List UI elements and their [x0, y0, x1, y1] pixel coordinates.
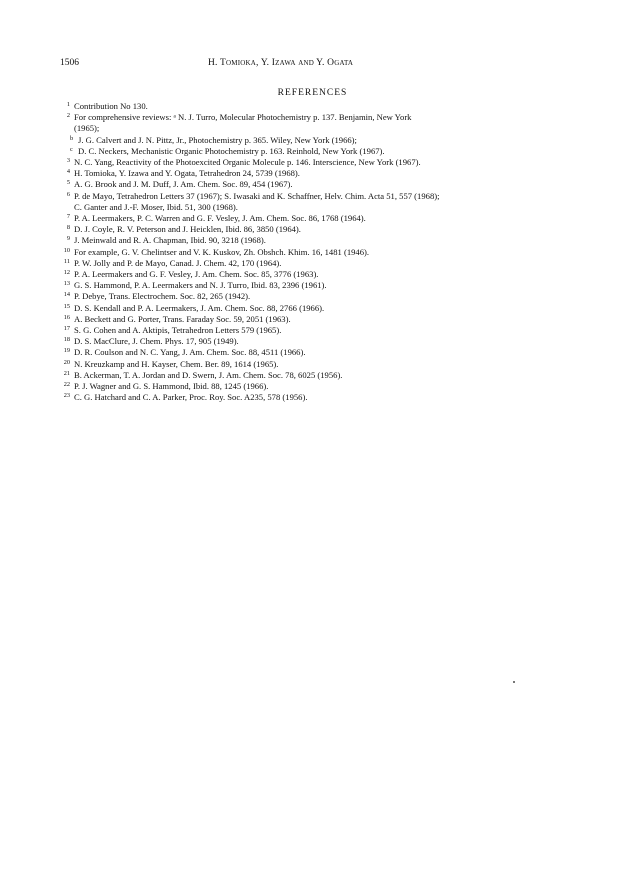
reference-item: [60, 336, 560, 347]
reference-number: 16: [63, 313, 70, 321]
reference-number: 18: [63, 336, 70, 344]
reference-text: D. S. Kendall and P. A. Leermakers, J. Am. Chem. Soc. 88, 2766 (1966).: [74, 302, 325, 313]
reference-text: For example, G. V. Chelintser and V. K. Kuskov, Zh. Obshch. Khim. 16, 1481 (1946).: [74, 246, 370, 257]
reference-number: 22: [63, 381, 70, 389]
reference-item: [60, 314, 560, 325]
reference-list: [60, 101, 560, 403]
reference-item: [60, 347, 560, 358]
reference-number: 5: [66, 179, 70, 187]
reference-text: B. Ackerman, T. A. Jordan and D. Swern, J. Am. Chem. Soc. 78, 6025 (1956).: [74, 369, 343, 380]
reference-number: 14: [63, 291, 70, 299]
reference-number: 6: [66, 190, 70, 198]
reference-text: S. G. Cohen and A. Aktipis, Tetrahedron Letters 579 (1965).: [74, 325, 282, 336]
reference-item: [60, 269, 560, 280]
reference-number: 9: [66, 235, 70, 243]
reference-number: 4: [66, 168, 70, 176]
reference-number: 21: [63, 369, 70, 377]
reference-item: [60, 135, 560, 146]
reference-item: [60, 101, 560, 112]
reference-text: G. S. Hammond, P. A. Leermakers and N. J. Turro, Ibid. 83, 2396 (1961).: [74, 280, 327, 291]
section-title: REFERENCES: [277, 88, 348, 98]
reference-text: D. C. Neckers, Mechanistic Organic Photochemistry p. 163. Reinhold, New York (1967).: [78, 145, 385, 156]
reference-number: 10: [63, 246, 70, 254]
reference-item: [60, 157, 560, 168]
reference-number: 3: [66, 157, 70, 165]
reference-text: N. C. Yang, Reactivity of the Photoexcited Organic Molecule p. 146. Interscience, New York (1967).: [74, 157, 421, 168]
reference-number: 8: [66, 224, 70, 232]
reference-item: [60, 291, 560, 302]
reference-text: D. S. MacClure, J. Chem. Phys. 17, 905 (1949).: [74, 336, 239, 347]
reference-text: P. A. Leermakers and G. F. Vesley, J. Am. Chem. Soc. 85, 3776 (1963).: [74, 269, 319, 280]
reference-item: [60, 258, 560, 269]
reference-number: 1: [66, 101, 70, 108]
reference-text: N. Kreuzkamp and H. Kayser, Chem. Ber. 89, 1614 (1965).: [74, 358, 279, 369]
reference-text: P. J. Wagner and G. S. Hammond, Ibid. 88, 1245 (1966).: [74, 381, 269, 392]
reference-number: 17: [63, 325, 70, 333]
reference-number: 15: [63, 302, 70, 310]
reference-text: A. G. Brook and J. M. Duff, J. Am. Chem. Soc. 89, 454 (1967).: [74, 179, 293, 190]
reference-text: Contribution No 130.: [74, 101, 148, 111]
reference-item: [60, 370, 560, 381]
reference-number: 19: [63, 347, 70, 355]
reference-number: 20: [63, 358, 70, 366]
page-header: [60, 58, 570, 72]
reference-item: [60, 303, 560, 314]
reference-item: [60, 235, 560, 246]
reference-item: [60, 359, 560, 370]
reference-item: [60, 381, 560, 392]
reference-number: b: [70, 134, 74, 142]
page-speck: [513, 681, 515, 683]
reference-number: 2: [66, 112, 70, 120]
reference-item: [60, 179, 560, 190]
reference-number: c: [70, 145, 73, 153]
reference-number: 12: [63, 269, 70, 277]
reference-item: [60, 325, 560, 336]
running-head: H. Tomioka, Y. Izawa and Y. Ogata: [208, 58, 354, 68]
reference-text: P. A. Leermakers, P. C. Warren and G. F. Vesley, J. Am. Chem. Soc. 86, 1768 (1964).: [74, 213, 366, 224]
reference-item: [60, 392, 560, 403]
reference-text: J. Meinwald and R. A. Chapman, Ibid. 90, 3218 (1968).: [74, 235, 266, 246]
reference-item: [60, 146, 560, 157]
reference-text: P. de Mayo, Tetrahedron Letters 37 (1967); S. Iwasaki and K. Schaffner, Helv. Chim. Acta 51, 557 (1968); C. Ganter and J.-F. Moser, Ibid. 51, 300 (1968).: [74, 190, 440, 212]
reference-item: [60, 224, 560, 235]
reference-number: 13: [63, 280, 70, 288]
reference-number: 11: [63, 257, 70, 265]
reference-text: D. R. Coulson and N. C. Yang, J. Am. Chem. Soc. 88, 4511 (1966).: [74, 347, 306, 358]
reference-text: For comprehensive reviews: ᵃ N. J. Turro, Molecular Photochemistry p. 137. Benjamin, New York (1965);: [74, 112, 412, 134]
reference-item: [60, 168, 560, 179]
reference-item: [60, 191, 560, 213]
reference-text: H. Tomioka, Y. Izawa and Y. Ogata, Tetrahedron 24, 5739 (1968).: [74, 168, 300, 179]
reference-item: [60, 247, 560, 258]
page-number: 1506: [60, 58, 79, 68]
reference-number: 23: [63, 392, 70, 400]
reference-text: A. Beckett and G. Porter, Trans. Faraday Soc. 59, 2051 (1963).: [74, 313, 291, 324]
reference-text: C. G. Hatchard and C. A. Parker, Proc. Roy. Soc. A235, 578 (1956).: [74, 392, 308, 403]
reference-item: [60, 280, 560, 291]
reference-text: J. G. Calvert and J. N. Pittz, Jr., Photochemistry p. 365. Wiley, New York (1966);: [78, 134, 357, 145]
reference-item: [60, 112, 560, 134]
reference-text: P. Debye, Trans. Electrochem. Soc. 82, 265 (1942).: [74, 291, 251, 302]
reference-item: [60, 213, 560, 224]
reference-number: 7: [66, 213, 70, 221]
reference-text: D. J. Coyle, R. V. Peterson and J. Heicklen, Ibid. 86, 3850 (1964).: [74, 224, 301, 235]
reference-text: P. W. Jolly and P. de Mayo, Canad. J. Chem. 42, 170 (1964).: [74, 257, 282, 268]
